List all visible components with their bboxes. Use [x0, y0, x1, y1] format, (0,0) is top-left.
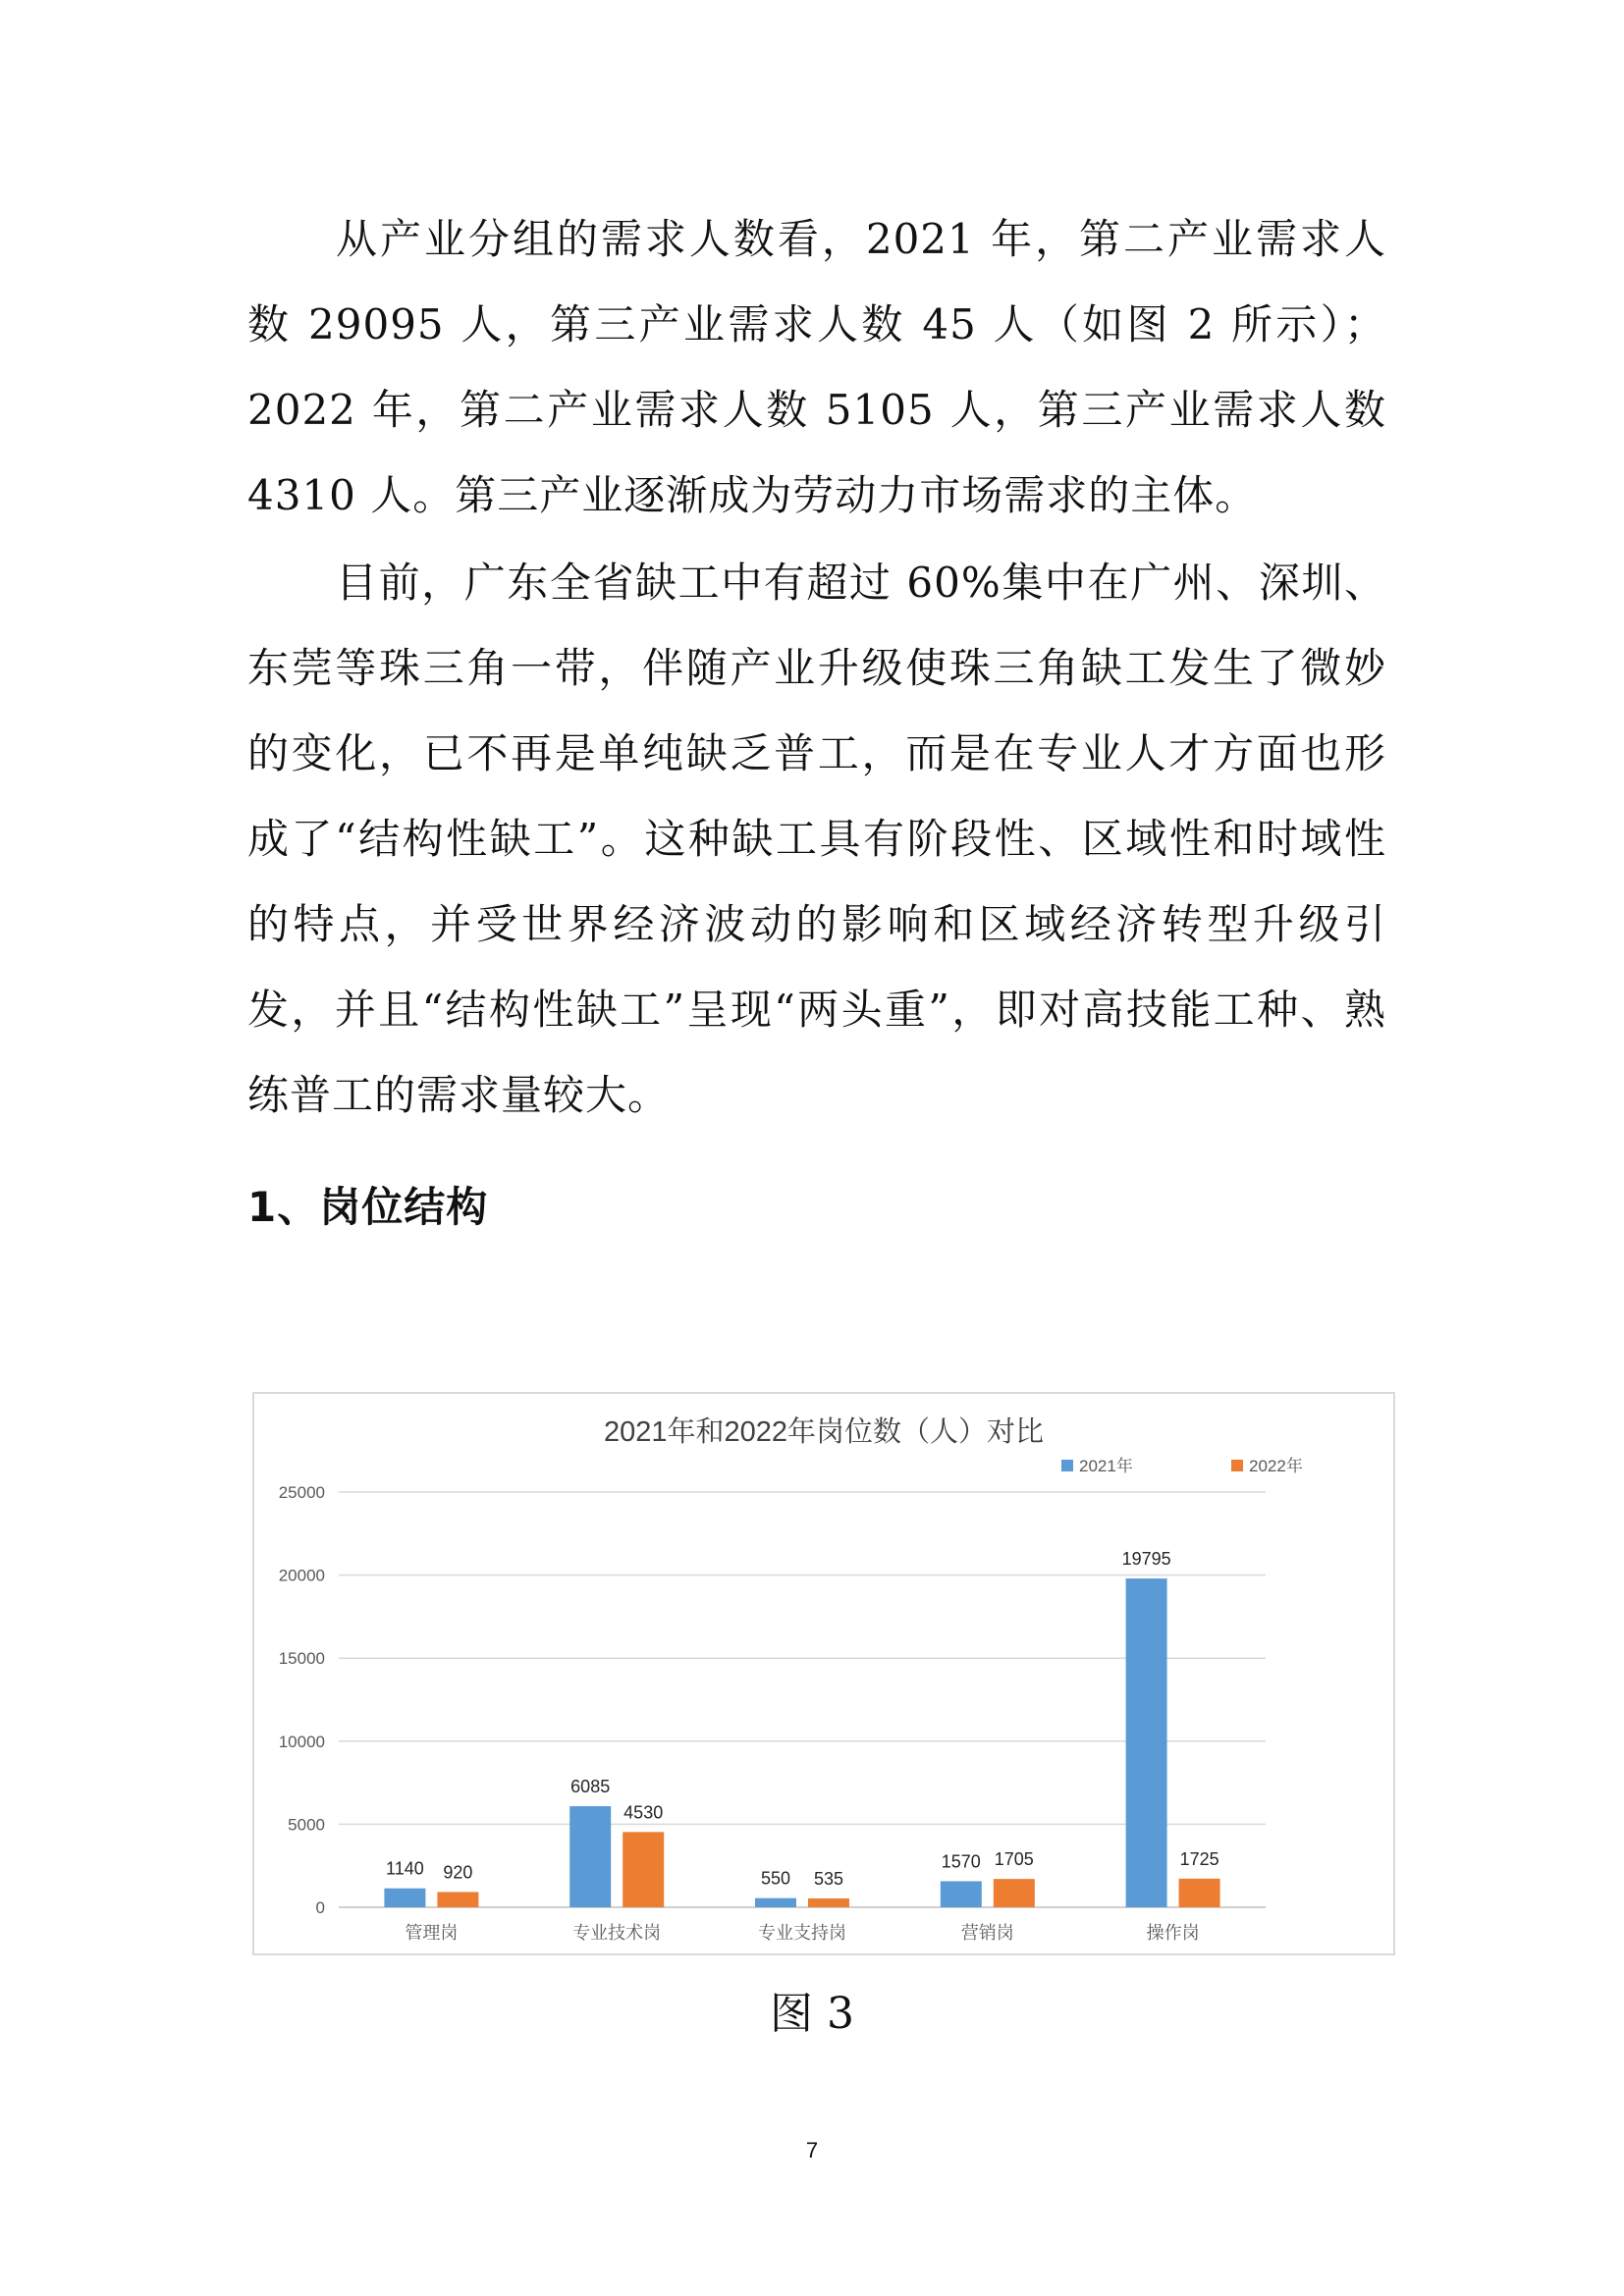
chart-title: 2021年和2022年岗位数（人）对比 [603, 1416, 1045, 1448]
x-tick-label: 操作岗 [1146, 1923, 1200, 1943]
bar-series-1 [384, 1889, 425, 1907]
x-tick-label: 专业支持岗 [758, 1923, 846, 1943]
bar-series-1 [941, 1881, 982, 1907]
data-label: 1725 [1179, 1848, 1219, 1869]
data-label: 550 [760, 1868, 791, 1889]
figure-caption: 图 3 [770, 1989, 854, 2039]
bar-series-2 [623, 1832, 664, 1907]
data-label: 1705 [994, 1849, 1034, 1870]
y-tick-label: 20000 [278, 1566, 325, 1585]
paragraph-industry-demand: 从产业分组的需求人数看，2021 年，第二产业需求人数 29095 人，第三产业需求人数 45 人（如图 2 所示）；2022 年，第二产业需求人数 5105 人，第三产业需求人数 4310 人。第三产业逐渐成为劳动力市场需求的主体。 [247, 215, 1386, 519]
y-tick-label: 10000 [278, 1732, 325, 1751]
bar-series-1 [1126, 1578, 1167, 1907]
bar-series-2 [994, 1879, 1035, 1907]
data-label: 1140 [386, 1858, 424, 1879]
bar-chart-svg [254, 1394, 1393, 1953]
paragraph-labor-shortage: 目前，广东全省缺工中有超过 60%集中在广州、深圳、东莞等珠三角一带，伴随产业升级使珠三角缺工发生了微妙的变化，已不再是单纯缺乏普工，而是在专业人才方面也形成了“结构性缺工”。这种缺工具有阶段性、区域性和时域性的特点，并受世界经济波动的影响和区域经济转型升级引发，并且“结构性缺工”呈现“两头重”，即对高技能工种、熟练普工的需求量较大。 [247, 559, 1386, 1119]
y-tick-label: 25000 [278, 1483, 325, 1502]
data-label: 920 [443, 1862, 473, 1883]
bar-series-2 [808, 1898, 849, 1907]
bar-series-1 [569, 1806, 611, 1907]
y-tick-label: 15000 [278, 1649, 325, 1669]
legend-swatch [1231, 1460, 1243, 1471]
data-label: 6085 [570, 1777, 611, 1797]
y-tick-label: 5000 [288, 1815, 325, 1835]
data-label: 1570 [941, 1851, 981, 1872]
bar-chart [252, 1392, 1395, 1955]
legend-label: 2021年 [1079, 1457, 1133, 1475]
page-number: 7 [805, 2138, 819, 2163]
bar-series-1 [755, 1898, 796, 1907]
data-label: 4530 [623, 1802, 664, 1823]
legend-swatch [1061, 1460, 1073, 1471]
section-heading: 1、岗位结构 [247, 1183, 489, 1231]
data-label: 535 [813, 1868, 844, 1889]
x-tick-label: 专业技术岗 [572, 1923, 662, 1943]
x-tick-label: 营销岗 [960, 1923, 1014, 1943]
legend-label: 2022年 [1249, 1457, 1303, 1475]
x-tick-label: 管理岗 [405, 1923, 459, 1943]
bar-series-2 [437, 1892, 478, 1907]
data-label: 19795 [1121, 1549, 1171, 1570]
bar-series-2 [1179, 1879, 1220, 1907]
y-tick-label: 0 [315, 1898, 325, 1917]
